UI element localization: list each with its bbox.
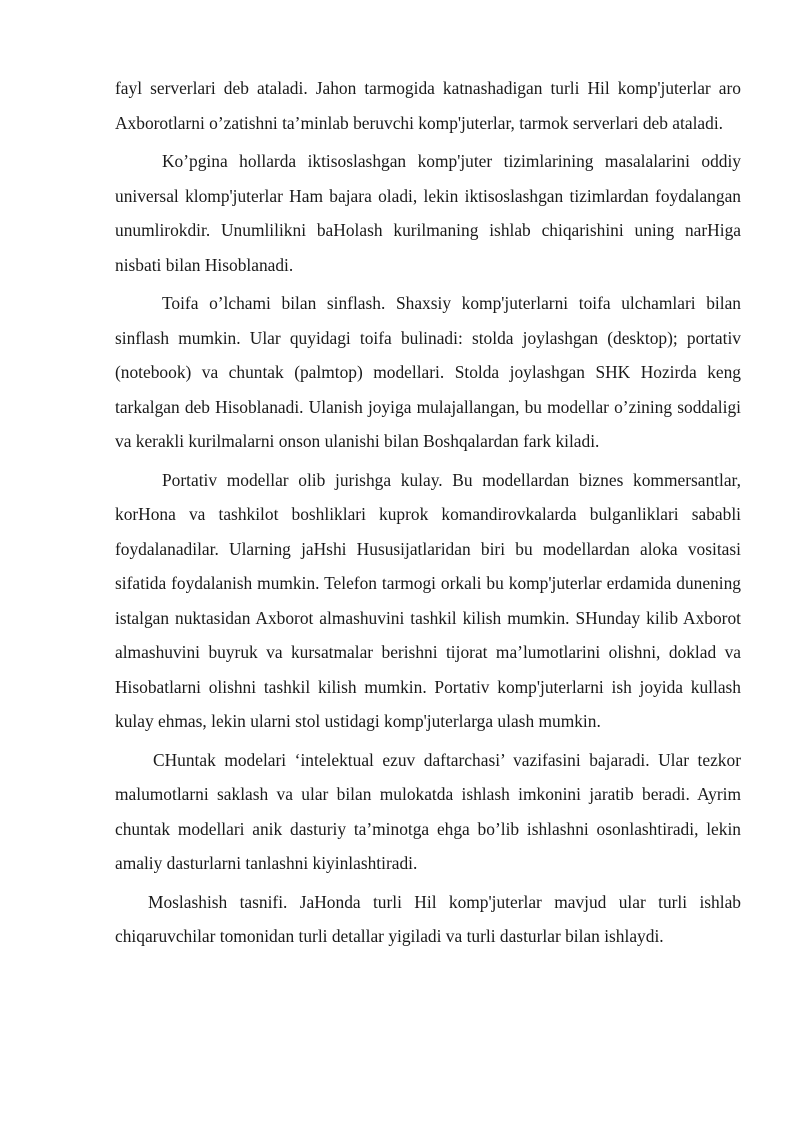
paragraph-file-servers: fayl serverlari deb ataladi. Jahon tarmogida katnashadigan turli Hil komp'juterlar aro Axborotlarni o’zatishni ta’minlab beruvchi komp'juterlar, tarmok serverlari deb ataladi. bbox=[115, 78, 741, 133]
document-body bbox=[115, 71, 741, 958]
paragraph-portable-models: Portativ modellar olib jurishga kulay. Bu modellardan biznes kommersantlar, korHona va tashkilot boshliklari kuprok komandirovkalarda bulganliklari sababli foydalanadilar. Ularning jaHshi Hususijatlaridan biri bu modellardan aloka vositasi sifatida foydalanish mumkin. Telefon tarmogi orkali bu komp'juterlar erdamida dunening istalgan nuktasidan Axborot almashuvini tashkil kilish mumkin. SHunday kilib Axborot almashuvini buyruk va kursatmalar berishni tijorat ma’lumotlarini olishni, doklad va Hisobatlarni olishni tashkil kilish mumkin. Portativ komp'juterlarni ish joyida kullash kulay ehmas, lekin ularni stol ustidagi komp'juterlarga ulash mumkin. bbox=[115, 469, 741, 731]
paragraph-specialized-systems: Ko’pgina hollarda iktisoslashgan komp'juter tizimlarining masalalarini oddiy universal klomp'juterlar Ham bajara oladi, lekin iktisoslashgan tizimlardan foydalangan unumlirokdir. Unumlilikni baHolash kurilmaning ishlab chiqarishini uning narHiga nisbati bilan Hisoblanadi. bbox=[115, 151, 741, 275]
paragraph-pocket-models: CHuntak modelari ‘intelektual ezuv daftarchasi’ vazifasini bajaradi. Ular tezkor malumotlarni saklash va ular bilan mulokatda ishlash imkonini jaratib beradi. Ayrim chuntak modellari anik dasturiy ta’minotga ehga bo’lib ishlashni osonlashtiradi, lekin amaliy dasturlarni tanlashni kiyinlashtiradi. bbox=[115, 749, 741, 873]
paragraph-adaptation-classification: Moslashish tasnifi. JaHonda turli Hil komp'juterlar mavjud ular turli ishlab chiqaruvchilar tomonidan turli detallar yigiladi va turli dasturlar bilan ishlaydi. bbox=[115, 891, 741, 946]
paragraph-size-classification: Toifa o’lchami bilan sinflash. Shaxsiy komp'juterlarni toifa ulchamlari bilan sinflash mumkin. Ular quyidagi toifa bulinadi: stolda joylashgan (desktop); portativ (notebook) va chuntak (palmtop) modellari. Stolda joylashgan SHK Hozirda keng tarkalgan deb Hisoblanadi. Ulanish joyiga mulajallangan, bu modellar o’zining soddaligi va kerakli kurilmalarni onson ulanishi bilan Boshqalardan fark kiladi. bbox=[115, 293, 741, 451]
